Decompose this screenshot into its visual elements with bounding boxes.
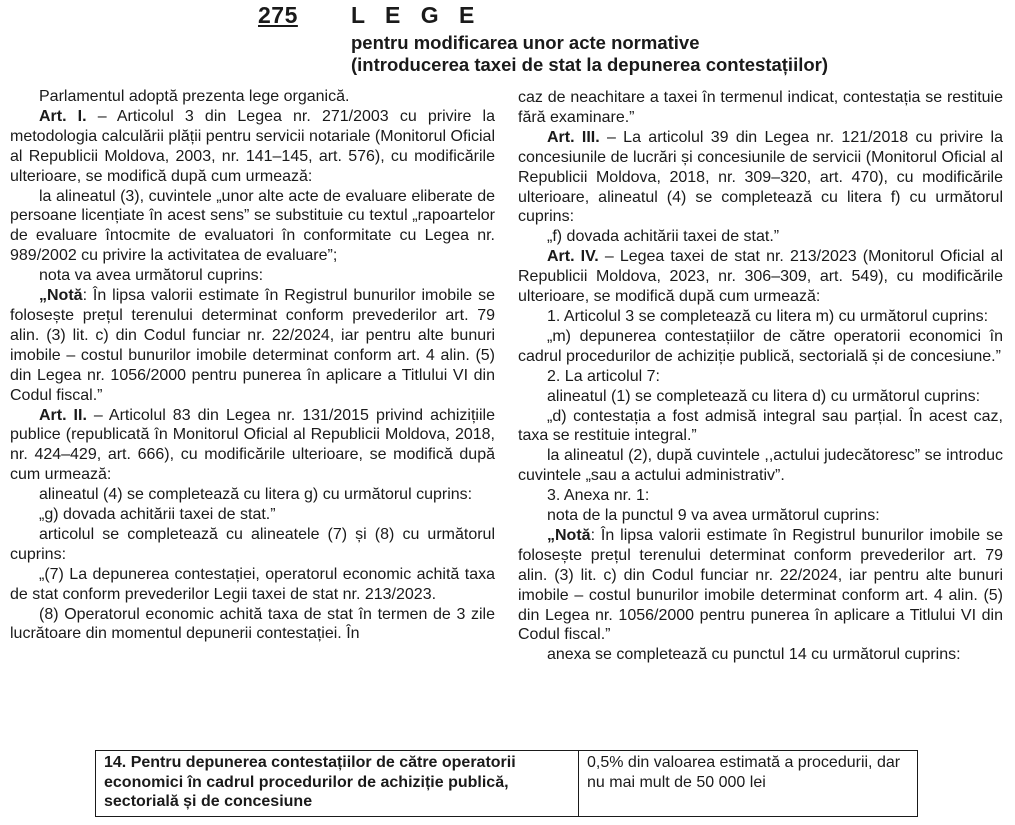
note-paragraph bbox=[518, 526, 1003, 645]
paragraph: caz de neachitare a taxei în termenul indicat, contestația se restituie fără examinare.” bbox=[518, 89, 1003, 126]
paragraph: anexa se completează cu punctul 14 cu următorul cuprins: bbox=[547, 646, 961, 664]
paragraph: 2. La articolul 7: bbox=[547, 367, 660, 385]
paragraph: alineatul (1) se completează cu litera d) cu următorul cuprins: bbox=[547, 387, 981, 405]
fee-table bbox=[95, 750, 918, 817]
article-paragraph bbox=[518, 247, 1003, 307]
paragraph: nota va avea următorul cuprins: bbox=[39, 267, 264, 285]
paragraph: „m) depunerea contestațiilor de către operatorii economici în cadrul procedurilor de achiziție publică, sectorială și de concesiune.” bbox=[518, 327, 1003, 365]
note-label: „Notă bbox=[39, 287, 83, 305]
article-text: – Articolul 83 din Legea nr. 131/2015 privind achizițiile publice (republicată în Monitorul Oficial al Republicii Moldova, 2018, nr. 424–429, art. 666), cu modificările ulterioare, se modifică după cum urmează: bbox=[10, 406, 495, 484]
article-text: – Legea taxei de stat nr. 213/2023 (Monitorul Oficial al Republicii Moldova, 2023, nr. 306–309, art. 549), cu modificările ulterioare, se modifică după cum urmează: bbox=[518, 248, 1004, 306]
paragraph: (8) Operatorul economic achită taxa de stat în termen de 3 zile lucrătoare din momentul depunerii contestației. În bbox=[10, 605, 495, 643]
left-column bbox=[10, 87, 495, 644]
note-label: „Notă bbox=[547, 526, 591, 544]
paragraph: „f) dovada achitării taxei de stat.” bbox=[547, 228, 780, 246]
law-title bbox=[351, 32, 828, 76]
paragraph: „(7) La depunerea contestației, operatorul economic achită taxa de stat conform prevederilor Legii taxei de stat nr. 213/2023. bbox=[10, 565, 495, 603]
table-cell-item: 14. Pentru depunerea contestațiilor de către operatorii economici în cadrul procedurilor de achiziție publică, sectorială și de concesiune bbox=[96, 751, 579, 817]
paragraph: „g) dovada achitării taxei de stat.” bbox=[39, 506, 276, 524]
paragraph: alineatul (4) se completează cu litera g) cu următorul cuprins: bbox=[39, 486, 473, 504]
article-text: – La articolul 39 din Legea nr. 121/2018 cu privire la concesiunile de lucrări și concesiunile de servicii (Monitorul Oficial al Republicii Moldova, 2018, nr. 309–320, art. 470), cu modificările ulterioare, alineatul (4) se completează cu litera f) cu următorul cuprins: bbox=[518, 128, 1003, 226]
right-column bbox=[518, 88, 1003, 665]
article-paragraph bbox=[10, 107, 495, 187]
article-paragraph bbox=[10, 406, 495, 486]
law-number: 275 bbox=[258, 2, 298, 28]
table-cell-fee: 0,5% din valoarea estimată a procedurii, dar nu mai mult de 50 000 lei bbox=[579, 751, 918, 817]
paragraph: articolul se completează cu alineatele (7) și (8) cu următorul cuprins: bbox=[10, 525, 495, 563]
law-title-line-2: (introducerea taxei de stat la depunerea contestațiilor) bbox=[351, 54, 829, 75]
paragraph: Parlamentul adoptă prezenta lege organică. bbox=[39, 88, 350, 105]
paragraph: „d) contestația a fost admisă integral sau parțial. În acest caz, taxa se restituie integral.” bbox=[518, 407, 1003, 445]
article-text: – Articolul 3 din Legea nr. 271/2003 cu privire la metodologia calculării plății pentru servicii notariale (Monitorul Oficial al Republicii Moldova, 2003, nr. 141–145, art. 576), cu modificările ulterioare, se modifică după cum urmează: bbox=[10, 107, 495, 185]
note-paragraph bbox=[10, 286, 495, 405]
paragraph: 1. Articolul 3 se completează cu litera m) cu următorul cuprins: bbox=[547, 307, 989, 325]
article-label: Art. I. bbox=[39, 107, 87, 125]
article-label: Art. III. bbox=[547, 128, 600, 146]
paragraph: la alineatul (2), după cuvintele ,,actului judecătoresc” se introduc cuvintele „sau a actului administrativ”. bbox=[518, 447, 1003, 485]
note-text: : În lipsa valorii estimate în Registrul bunurilor imobile se folosește prețul terenului determinat conform prevederilor art. 79 alin. (3) lit. c) din Codul funciar nr. 22/2024, iar pentru alte bunuri imobile – costul bunurilor imobile determinat conform art. 4 alin. (5) din Legea nr. 1056/2000 pentru punerea în aplicare a Titlului VI din Codul fiscal.” bbox=[518, 526, 1003, 644]
law-title-line-1: pentru modificarea unor acte normative bbox=[351, 32, 700, 53]
note-text: : În lipsa valorii estimate în Registrul bunurilor imobile se folosește prețul terenului determinat conform prevederilor art. 79 alin. (3) lit. c) din Codul funciar nr. 22/2024, iar pentru alte bunuri imobile – costul bunurilor imobile determinat conform art. 4 alin. (5) din Legea nr. 1056/2000 pentru punerea în aplicare a Titlului VI din Codul fiscal.” bbox=[10, 287, 495, 404]
paragraph: la alineatul (3), cuvintele „unor alte acte de evaluare eliberate de persoane licențiate în acest sens” se substituie cu textul „rapoartelor de evaluare întocmite de evaluatori în conformitate cu Legea nr. 989/2002 cu privire la activitatea de evaluare”; bbox=[10, 187, 495, 265]
article-label: Art. II. bbox=[39, 406, 87, 424]
article-label: Art. IV. bbox=[547, 248, 599, 266]
paragraph: 3. Anexa nr. 1: bbox=[547, 487, 650, 505]
table-row bbox=[96, 751, 918, 817]
paragraph: nota de la punctul 9 va avea următorul cuprins: bbox=[547, 507, 880, 525]
law-type-heading: L E G E bbox=[351, 2, 482, 28]
article-paragraph bbox=[518, 128, 1003, 228]
